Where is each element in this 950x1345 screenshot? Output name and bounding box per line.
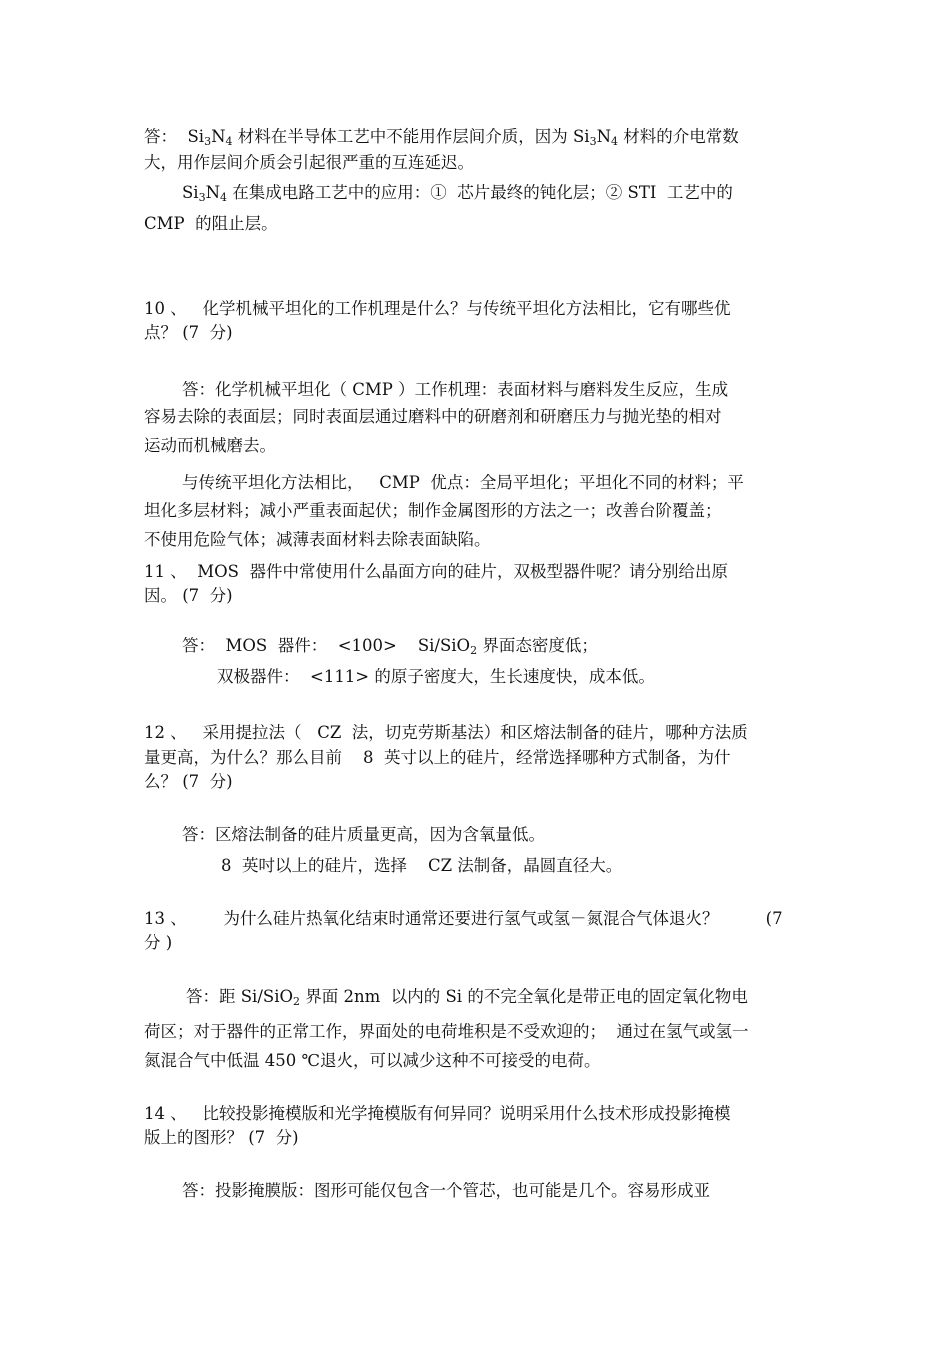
question-10-line-2: 点？ (7 分) <box>144 323 233 342</box>
question-12-line-1: 12 、 采用提拉法（ CZ 法，切克劳斯基法）和区熔法制备的硅片，哪种方法质 <box>144 723 748 742</box>
answer-14-line-1: 答：投影掩膜版：图形可能仅包含一个管芯，也可能是几个。容易形成亚 <box>182 1181 710 1200</box>
answer-10-line-1: 答：化学机械平坦化（ CMP ）工作机理：表面材料与磨料发生反应，生成 <box>182 380 729 399</box>
answer-10-line-4: 与传统平坦化方法相比， CMP 优点：全局平坦化；平坦化不同的材料；平 <box>182 473 744 492</box>
answer-10-line-3: 运动而机械磨去。 <box>144 436 276 455</box>
answer-10-line-5: 坦化多层材料；减小严重表面起伏；制作金属图形的方法之一；改善台阶覆盖； <box>144 501 722 520</box>
question-11-line-2: 因。 (7 分) <box>144 586 233 605</box>
answer-10-line-2: 容易去除的表面层；同时表面层通过磨料中的研磨剂和研磨压力与抛光垫的相对 <box>144 407 722 426</box>
answer-12-line-1: 答：区熔法制备的硅片质量更高，因为含氧量低。 <box>182 825 545 844</box>
question-13-line-2: 分 ) <box>144 933 173 952</box>
question-12-line-3: 么？ (7 分) <box>144 772 233 791</box>
question-12-line-2: 量更高，为什么？那么目前 8 英寸以上的硅片，经常选择哪种方式制备，为什 <box>144 748 731 767</box>
answer-9-line-3: $Si_3N_4$ 在集成电路工艺中的应用：① 芯片最终的钝化层；② STI 工艺中的 <box>182 183 733 204</box>
answer-10-line-6: 不使用危险气体；减薄表面材料去除表面缺陷。 <box>144 530 491 549</box>
question-13-line-1: 13 、 为什么硅片热氧化结束时通常还要进行氢气或氢－氮混合气体退火？ (7 <box>144 909 783 928</box>
answer-12-line-2: 8 英吋以上的硅片，选择 CZ 法制备，晶圆直径大。 <box>221 856 623 875</box>
answer-9-line-2: 大，用作层间介质会引起很严重的互连延迟。 <box>144 153 474 172</box>
answer-11-line-1: 答： MOS 器件： <100> Si/SiO$_2$ 界面态密度低； <box>182 636 598 657</box>
answer-13-line-1: 答：距 Si/SiO$_2$ 界面 2nm 以内的 Si 的不完全氧化是带正电的固定氧化物电 <box>186 987 748 1008</box>
question-11-line-1: 11 、 MOS 器件中常使用什么晶面方向的硅片，双极型器件呢？请分别给出原 <box>144 562 728 581</box>
question-14-line-1: 14 、 比较投影掩模版和光学掩模版有何异同？说明采用什么技术形成投影掩模 <box>144 1104 731 1123</box>
answer-9-line-4: CMP 的阻止层。 <box>144 214 278 233</box>
answer-13-line-3: 氮混合气中低温 450 ℃退火，可以减少这种不可接受的电荷。 <box>144 1051 601 1070</box>
answer-11-line-2: 双极器件： <111> 的原子密度大，生长速度快，成本低。 <box>217 667 655 686</box>
question-10-line-1: 10 、 化学机械平坦化的工作机理是什么？与传统平坦化方法相比，它有哪些优 <box>144 299 731 318</box>
answer-13-line-2: 荷区；对于器件的正常工作，界面处的电荷堆积是不受欢迎的； 通过在氢气或氢一 <box>144 1022 749 1041</box>
answer-9-line-1: 答： $Si_3N_4$ 材料在半导体工艺中不能用作层间介质，因为 $Si_3N_4$ 材料的介电常数 <box>144 127 739 148</box>
question-14-line-2: 版上的图形？ (7 分) <box>144 1128 299 1147</box>
